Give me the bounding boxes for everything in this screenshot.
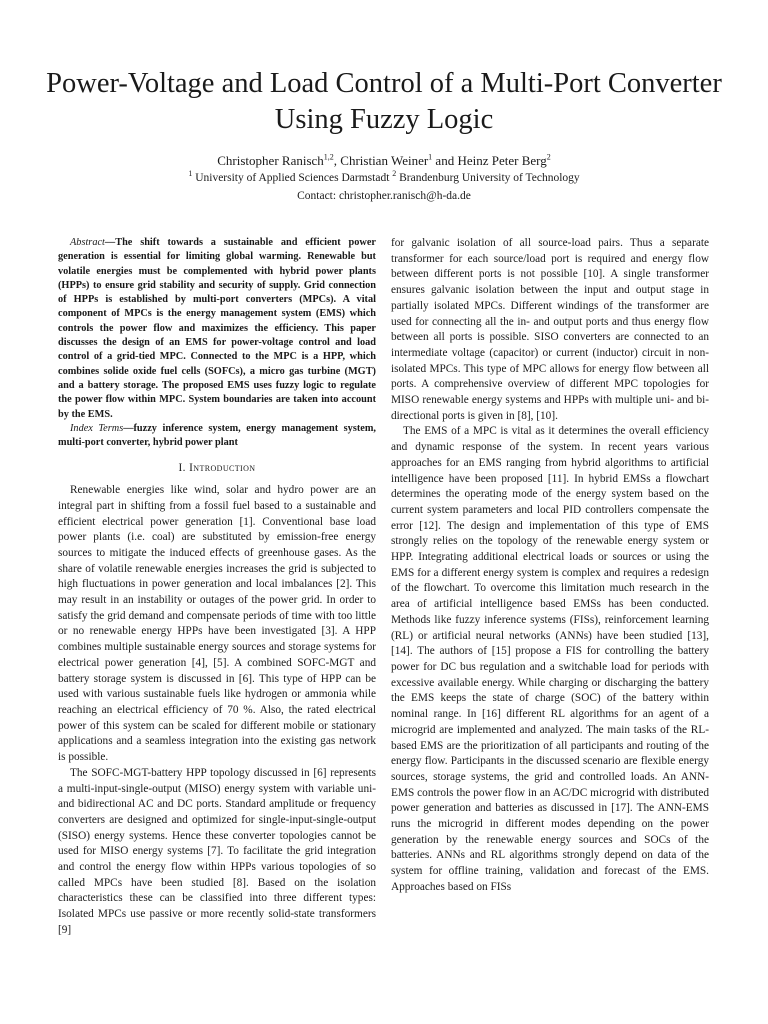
affiliation-line bbox=[40, 171, 728, 186]
author-1: Christopher Ranisch bbox=[217, 153, 324, 168]
section-number: I. bbox=[178, 462, 190, 475]
contact-line: Contact: christopher.ranisch@h-da.de bbox=[297, 190, 471, 202]
abstract-label: Abstract bbox=[70, 237, 105, 248]
left-column bbox=[58, 236, 376, 939]
body-paragraph: for galvanic isolation of all source-load pairs. Thus a separate transformer for each source/load port is required and energy flow between different ports is not possible [10]. A single transformer ensures galvanic isolation between the input and output stage in partially isolated MPCs. Different windings of the transformer are used for connecting all the in- and output ports and thus energy flow between all ports is possible. SISO converters are connected to an intermediate voltage (capacitor) or current (inductor) circuit in non-isolated MPCs. This type of MPC allows for energy flow between all ports. A comprehensive overview of different MPC topologies for MISO renewable energy systems and HPPs with multiple uni- and bi-directional ports is given in [8], [10]. bbox=[391, 237, 709, 422]
abstract bbox=[58, 236, 376, 422]
body-paragraph: The EMS of a MPC is vital as it determines the overall efficiency and dynamic response of the system. In recent years various approaches for an EMS ranging from hybrid algorithms to artificial intelligence have been proposed [11]. In hybrid EMSs a flowchart determines the operating mode of the energy system based on the current system parameters and local PID controllers compensate the error [12]. The design and implementation of this type of EMS strongly relies on the topology of the renewable energy system or HPP. Integrating additional electrical loads or sources or using the EMS for a different energy system is complex and requires a redesign of the flowchart. To overcome this limitation much research in the area of artificial intelligence based EMSs has been conducted. Methods like fuzzy inference systems (FISs), reinforcement learning (RL) or artificial neural networks (ANNs) have been studied [13], [14]. The authors of [15] propose a FIS for controlling the battery power for DC bus regulation and a switchable load for periods with excessive available energy. While charging or discharging the battery the EMS keeps the state of charge (SOC) of the battery within nominal range. In [16] different RL algorithms for an agent of a microgrid are implemented and analyzed. The main tasks of the RL-based EMS are the prioritization of all participants and routing of the energy flow. Participants in the discussed scenario are flexible energy sources, storage systems, the grid and controlled loads. An ANN-EMS controls the power flow in an AC/DC microgrid with distributed power generation and batteries as discussed in [17]. The ANN-EMS runs the microgrid in different modes depending on the power generation by the renewable energy sources and SOCs of the batteries. ANNs and RL algorithms strongly depend on data of the system for offline training, validation and forecast of the EMS. Approaches based on FISs bbox=[391, 425, 709, 893]
abstract-text: —The shift towards a sustainable and efficient power generation is essential for limiting global warming. Renewable but volatile energies must be complemented with hybrid power plants (HPPs) to ensure grid stability and security of supply. Grid connection of HPPs is established by multi-port converters (MPCs). A vital component of MPCs is the energy management system (EMS) which controls the power flow and maximizes the efficiency. This paper discusses the design of an EMS for power-voltage control and load control of a grid-tied MPC. Connected to the MPC is a HPP, which combines solide oxide fuel cells (SOFCs), a micro gas turbine (MGT) and a battery storage. The proposed EMS uses fuzzy logic to regulate the power flow within MPC. System boundaries are taken into account by the EMS. bbox=[58, 237, 376, 420]
author-3-affil: 2 bbox=[546, 152, 551, 162]
author-line bbox=[40, 152, 728, 169]
affil-1-mark: 1 bbox=[188, 169, 193, 179]
author-1-affil: 1,2 bbox=[323, 152, 334, 162]
index-terms-text: —fuzzy inference system, energy management system, multi-port converter, hybrid power plant bbox=[58, 422, 376, 449]
section-title: Introduction bbox=[189, 462, 256, 475]
index-terms-label: Index Terms bbox=[70, 422, 124, 434]
paper-title: Power-Voltage and Load Control of a Multi-Port Converter Using Fuzzy Logic bbox=[46, 68, 722, 135]
affil-2-mark: 2 bbox=[392, 169, 397, 179]
body-paragraph: Renewable energies like wind, solar and hydro power are an integral part in shifting from a fossil fuel based to a sustainable and efficient electrical power generation [1]. Conventional base load power plants (i.e. coal) are substituted by emission-free energy sources to mitigate the induced effects of greenhouse gases. As the share of volatile renewable energies increases the grid is subjected to high fluctuations in power generation and local imbalances [2]. This may result in an instability or outages of the power grid. In order to satisfy the grid demand and compensate periods of time with too little or no renewable energy HPPs have been investigated [3]. A HPP combines multiple sustainable energy sources and storage systems for electrical power generation [4], [5]. A combined SOFC-MGT and battery storage system is discussed in [6]. This type of HPP can be used with various sustainable fuels like hydrogen or ammonia while reaching an electrical efficiency of 70 %. Also, the rated electrical power of this system can be scaled for different mobile or stationary applications and a seamless integration into the existing gas network is possible. bbox=[58, 484, 376, 764]
author-2-affil: 1 bbox=[428, 152, 433, 162]
affil-2-text: Brandenburg University of Technology bbox=[396, 172, 580, 184]
affil-1-text: University of Applied Sciences Darmstadt bbox=[192, 172, 393, 184]
right-column bbox=[391, 236, 709, 896]
body-paragraph: The SOFC-MGT-battery HPP topology discussed in [6] represents a multi-input-single-output (MISO) energy system with variable uni- and bidirectional AC and DC ports. Standard amplitude or frequency converters are designed and optimized for single-input-single-output (SISO) energy systems. Hence these converter topologies cannot be used for MISO energy systems [7]. To facilitate the grid integration and control the energy flow within HPPs various topologies of so called MPCs have been studied [8]. Based on the isolation characteristics these can be classified into three different types: Isolated MPCs use passive or more recently solid-state transformers [9] bbox=[58, 766, 376, 936]
author-3: and Heinz Peter Berg bbox=[432, 153, 547, 168]
section-heading bbox=[58, 461, 376, 477]
author-2: , Christian Weiner bbox=[333, 153, 429, 168]
index-terms bbox=[58, 422, 376, 451]
